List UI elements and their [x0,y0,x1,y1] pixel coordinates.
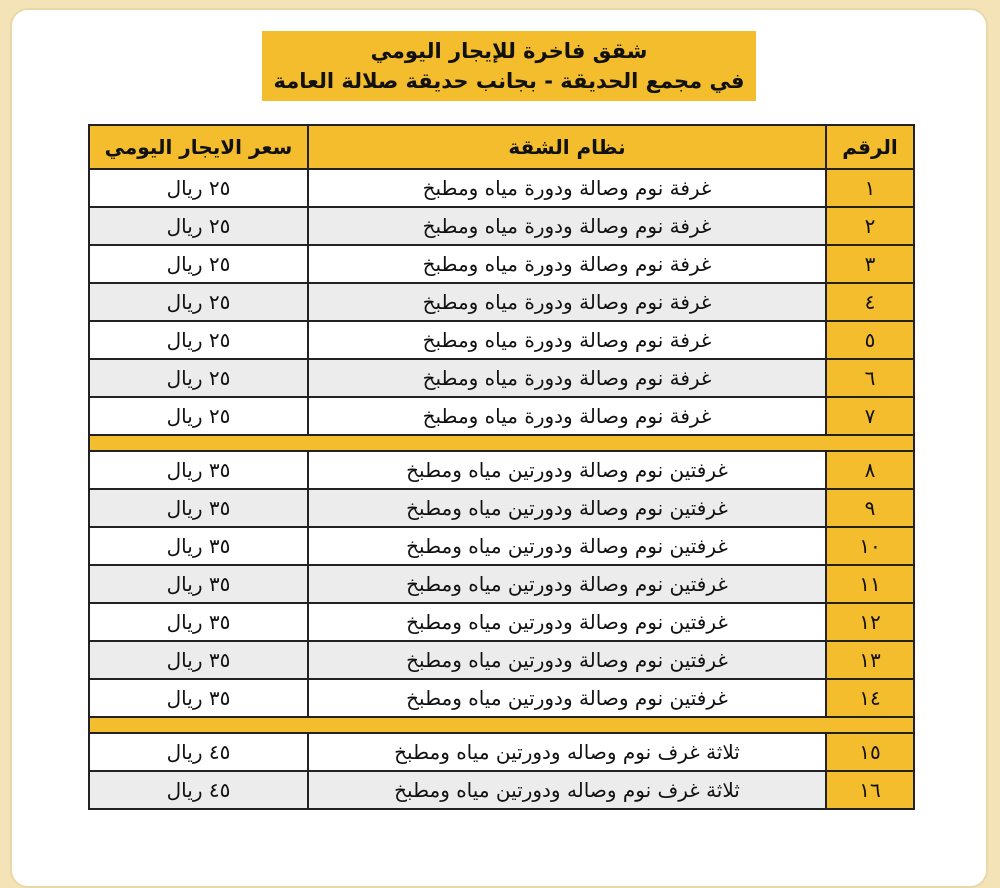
row-apartment-type: غرفة نوم وصالة ودورة مياه ومطبخ [308,397,826,435]
row-daily-price: ٣٥ ريال [89,489,308,527]
row-number: ١٣ [826,641,914,679]
row-number: ٩ [826,489,914,527]
row-apartment-type: غرفتين نوم وصالة ودورتين مياه ومطبخ [308,565,826,603]
title-line-1: شقق فاخرة للإيجار اليومي [370,39,648,63]
table-row [89,283,914,321]
table-row [89,169,914,207]
row-daily-price: ٢٥ ريال [89,397,308,435]
separator-bar [89,435,914,451]
row-apartment-type: ثلاثة غرف نوم وصاله ودورتين مياه ومطبخ [308,733,826,771]
table-row [89,641,914,679]
row-number: ١٠ [826,527,914,565]
row-daily-price: ٤٥ ريال [89,733,308,771]
row-number: ١٤ [826,679,914,717]
row-daily-price: ٢٥ ريال [89,207,308,245]
row-number: ١ [826,169,914,207]
title-line-2: في مجمع الحديقة - بجانب حديقة صلالة العامة [273,69,745,93]
row-daily-price: ٢٥ ريال [89,169,308,207]
row-number: ١٥ [826,733,914,771]
row-apartment-type: غرفتين نوم وصالة ودورتين مياه ومطبخ [308,603,826,641]
row-daily-price: ٣٥ ريال [89,679,308,717]
row-daily-price: ٣٥ ريال [89,565,308,603]
row-number: ٨ [826,451,914,489]
row-daily-price: ٣٥ ريال [89,641,308,679]
row-apartment-type: غرفة نوم وصالة ودورة مياه ومطبخ [308,207,826,245]
separator-bar [89,717,914,733]
table-row [89,207,914,245]
row-apartment-type: غرفتين نوم وصالة ودورتين مياه ومطبخ [308,451,826,489]
row-number: ٦ [826,359,914,397]
table-row [89,359,914,397]
row-apartment-type: غرفة نوم وصالة ودورة مياه ومطبخ [308,359,826,397]
row-apartment-type: غرفة نوم وصالة ودورة مياه ومطبخ [308,169,826,207]
row-number: ٥ [826,321,914,359]
row-daily-price: ٢٥ ريال [89,245,308,283]
row-apartment-type: غرفة نوم وصالة ودورة مياه ومطبخ [308,283,826,321]
group-separator [89,435,914,451]
row-apartment-type: غرفتين نوم وصالة ودورتين مياه ومطبخ [308,641,826,679]
table-row [89,565,914,603]
row-daily-price: ٢٥ ريال [89,321,308,359]
header-daily-price: سعر الايجار اليومي [89,125,308,169]
row-number: ٧ [826,397,914,435]
header-apartment-type: نظام الشقة [308,125,826,169]
table-row [89,771,914,809]
table-row [89,321,914,359]
row-apartment-type: ثلاثة غرف نوم وصاله ودورتين مياه ومطبخ [308,771,826,809]
row-apartment-type: غرفة نوم وصالة ودورة مياه ومطبخ [308,245,826,283]
table-row [89,397,914,435]
row-number: ١١ [826,565,914,603]
row-daily-price: ٢٥ ريال [89,283,308,321]
row-apartment-type: غرفتين نوم وصالة ودورتين مياه ومطبخ [308,679,826,717]
rental-price-table [88,124,915,810]
title-banner [262,31,756,101]
row-number: ١٦ [826,771,914,809]
table-row [89,527,914,565]
row-number: ١٢ [826,603,914,641]
row-number: ٤ [826,283,914,321]
row-daily-price: ٢٥ ريال [89,359,308,397]
table-row [89,489,914,527]
row-daily-price: ٣٥ ريال [89,603,308,641]
row-number: ٢ [826,207,914,245]
group-separator [89,717,914,733]
table-row [89,603,914,641]
row-apartment-type: غرفتين نوم وصالة ودورتين مياه ومطبخ [308,527,826,565]
table-header-row [89,125,914,169]
row-daily-price: ٣٥ ريال [89,527,308,565]
table-row [89,679,914,717]
row-apartment-type: غرفة نوم وصالة ودورة مياه ومطبخ [308,321,826,359]
row-number: ٣ [826,245,914,283]
table-row [89,451,914,489]
table-row [89,733,914,771]
row-apartment-type: غرفتين نوم وصالة ودورتين مياه ومطبخ [308,489,826,527]
row-daily-price: ٣٥ ريال [89,451,308,489]
row-daily-price: ٤٥ ريال [89,771,308,809]
header-number: الرقم [826,125,914,169]
table-row [89,245,914,283]
